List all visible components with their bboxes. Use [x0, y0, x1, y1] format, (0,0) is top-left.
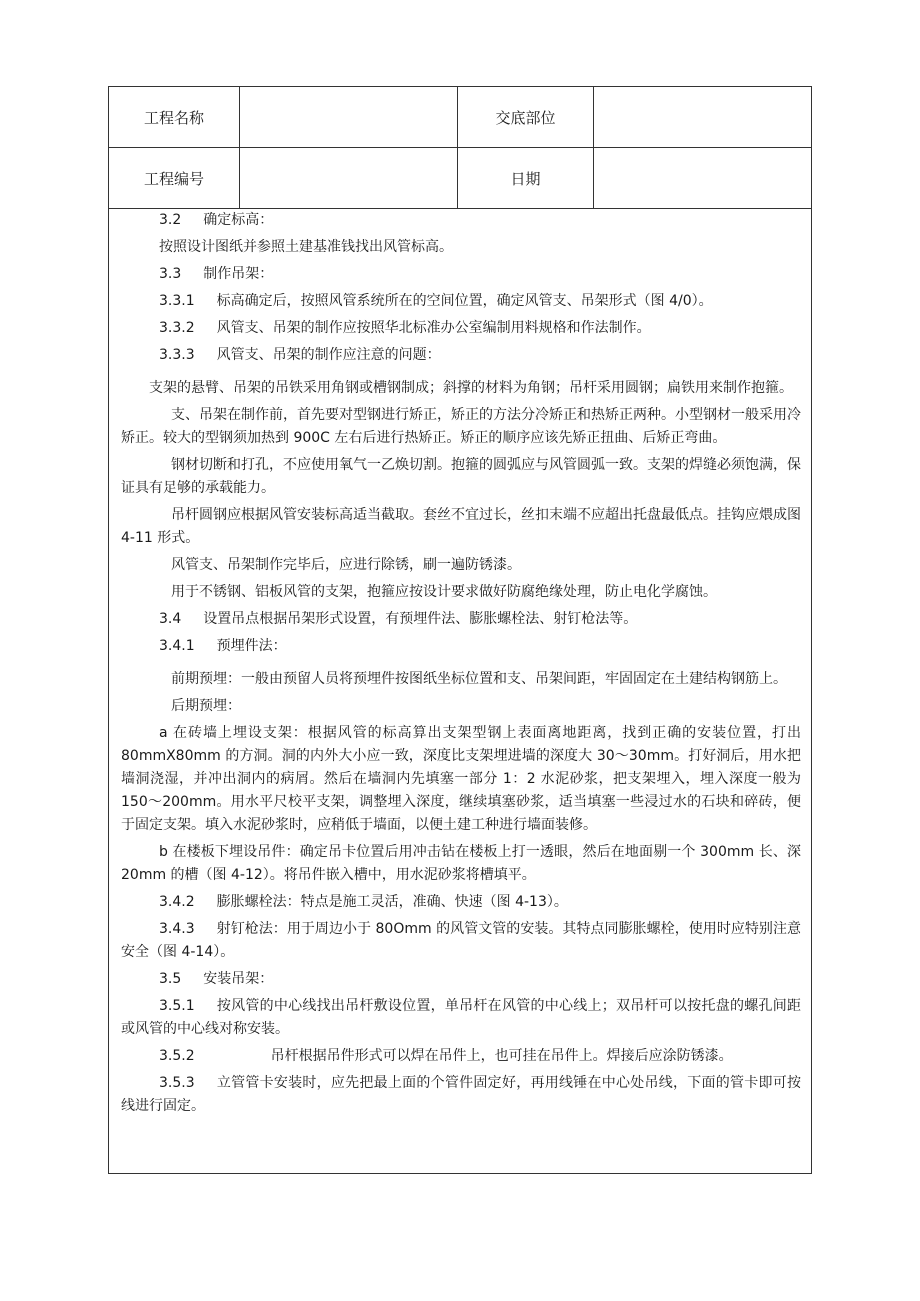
- para-text: 吊杆根据吊件形式可以焊在吊件上，也可挂在吊件上。焊接后应涂防锈漆。: [270, 1048, 733, 1064]
- handover-part-value: [594, 87, 812, 148]
- para-hanger-rod: [121, 504, 801, 550]
- para-3-4-2: [121, 891, 801, 914]
- para-text: 按照设计图纸并参照土建基准钱找出风管标高。: [159, 239, 453, 255]
- para-text: 吊杆圆钢应根据风管安装标高适当截取。套丝不宜过长，丝扣末端不应超出托盘最低点。挂钩应煨成图 4-11 形式。: [121, 507, 801, 546]
- para-text: 确定标高：: [203, 212, 274, 228]
- para-3-4: [121, 608, 801, 631]
- para-text: 安装吊架：: [203, 971, 274, 987]
- para-text: 标高确定后，按照风管系统所在的空间位置，确定风管支、吊架形式（图 4/0）。: [216, 293, 713, 309]
- para-text: 立管管卡安装时，应先把最上面的个管件固定好，再用线锤在中心处吊线，下面的管卡即可按线进行固定。: [121, 1075, 801, 1114]
- date-label: 日期: [458, 148, 594, 209]
- para-text: 钢材切断和打孔，不应使用氧气一乙焕切割。抱箍的圆弧应与风管圆弧一致。支架的焊缝必须饱满，保证具有足够的承载能力。: [121, 457, 801, 496]
- para-text: 按风管的中心线找出吊杆敷设位置，单吊杆在风管的中心线上；双吊杆可以按托盘的螺孔间距或风管的中心线对称安装。: [121, 998, 801, 1037]
- para-text: a 在砖墙上埋设支架：根据风管的标高算出支架型钢上表面离地距离，找到正确的安装位置，打出 80mmX80mm 的方洞。洞的内外大小应一致，深度比支架埋进墙的深度大 30～30mm。打好洞后，用水把墙洞浇湿，并冲出洞内的病屑。然后在墙洞内先填塞一部分 1：2 水泥砂浆，把支架埋入，埋入深度一般为 150～200mm。用水平尺校平支架，调整埋入深度，继续填塞砂浆，适当填塞一些浸过水的石块和碎砖，便于固定支架。填入水泥砂浆时，应稍低于墙面，以便土建工种进行墙面装修。: [121, 725, 801, 833]
- section-number: 3.4.3: [159, 921, 195, 937]
- content-body: [109, 209, 811, 1118]
- section-number: 3.3.2: [159, 320, 195, 336]
- para-3-3-2: [121, 317, 801, 340]
- para-brick-wall: [121, 722, 801, 837]
- para-support-materials: [121, 377, 801, 400]
- para-3-5-2: [121, 1045, 801, 1068]
- para-stainless: [121, 581, 801, 604]
- para-text: 制作吊架：: [203, 266, 274, 282]
- para-text: 支架的悬臂、吊架的吊铁采用角钢或槽钢制成；斜撑的材料为角钢；吊杆采用圆钢；扁铁用来制作抱箍。: [149, 380, 793, 396]
- section-number: 3.3.3: [159, 347, 195, 363]
- para-3-2: [121, 209, 801, 232]
- project-name-value: [240, 87, 458, 148]
- section-number: 3.4.1: [159, 638, 195, 654]
- section-number: 3.5.3: [159, 1075, 195, 1091]
- para-text: 支、吊架在制作前，首先要对型钢进行矫正，矫正的方法分冷矫正和热矫正两种。小型钢材一般采用冷矫正。较大的型钢须加热到 900C 左右后进行热矫正。矫正的顺序应该先矫正扭曲、后矫正弯曲。: [121, 407, 801, 446]
- para-straightening: [121, 404, 801, 450]
- project-no-label: 工程编号: [109, 148, 240, 209]
- para-text: 风管支、吊架的制作应注意的问题：: [216, 347, 441, 363]
- para-text: 风管支、吊架的制作应按照华北标准办公室编制用料规格和作法制作。: [216, 320, 651, 336]
- para-cutting: [121, 454, 801, 500]
- section-number: 3.5.2: [159, 1048, 195, 1064]
- para-text: 设置吊点根据吊架形式设置，有预埋件法、膨胀螺栓法、射钉枪法等。: [203, 611, 638, 627]
- para-floor-slab: [121, 841, 801, 887]
- para-text: 前期预埋：一般由预留人员将预埋件按图纸坐标位置和支、吊架间距，牢固固定在土建结构钢筋上。: [171, 671, 787, 687]
- para-text: 风管支、吊架制作完毕后，应进行除锈，刷一遍防锈漆。: [171, 557, 521, 573]
- para-text: b 在楼板下埋设吊件：确定吊卡位置后用冲击钻在楼板上打一透眼，然后在地面剔一个 300mm 长、深 20mm 的槽（图 4-12）。将吊件嵌入槽中，用水泥砂浆将槽填平。: [121, 844, 801, 883]
- para-3-4-1: [121, 635, 801, 658]
- para-3-3-1: [121, 290, 801, 313]
- para-text: 后期预埋：: [171, 698, 241, 714]
- document-frame: [108, 86, 812, 1174]
- header-row-2: [109, 148, 811, 209]
- para-3-5: [121, 968, 801, 991]
- section-number: 3.5: [159, 971, 182, 987]
- para-text: 预埋件法：: [216, 638, 287, 654]
- para-text: 用于不锈钢、铝板风管的支架，抱箍应按设计要求做好防腐绝缘处理，防止电化学腐蚀。: [171, 584, 717, 600]
- para-3-4-3: [121, 918, 801, 964]
- section-number: 3.3.1: [159, 293, 195, 309]
- section-number: 3.2: [159, 212, 182, 228]
- section-number: 3.3: [159, 266, 182, 282]
- para-text: 射钉枪法：用于周边小于 80Omm 的风管文管的安装。其特点同膨胀螺栓，使用时应特别注意安全（图 4-14）。: [121, 921, 801, 960]
- section-number: 3.5.1: [159, 998, 195, 1014]
- handover-part-label: 交底部位: [458, 87, 594, 148]
- para-late-embed: [121, 695, 801, 718]
- para-text: 膨胀螺栓法：特点是施工灵活，准确、快速（图 4-13）。: [216, 894, 568, 910]
- header-row-1: [109, 87, 811, 148]
- para-3-5-3: [121, 1072, 801, 1118]
- project-name-label: 工程名称: [109, 87, 240, 148]
- para-early-embed: [121, 668, 801, 691]
- para-3-3: [121, 263, 801, 286]
- header-table: [109, 87, 811, 209]
- project-no-value: [240, 148, 458, 209]
- section-number: 3.4.2: [159, 894, 195, 910]
- para-3-3-3: [121, 344, 801, 367]
- para-elevation-text: [121, 236, 801, 259]
- para-rust-removal: [121, 554, 801, 577]
- section-number: 3.4: [159, 611, 182, 627]
- para-3-5-1: [121, 995, 801, 1041]
- date-value: [594, 148, 812, 209]
